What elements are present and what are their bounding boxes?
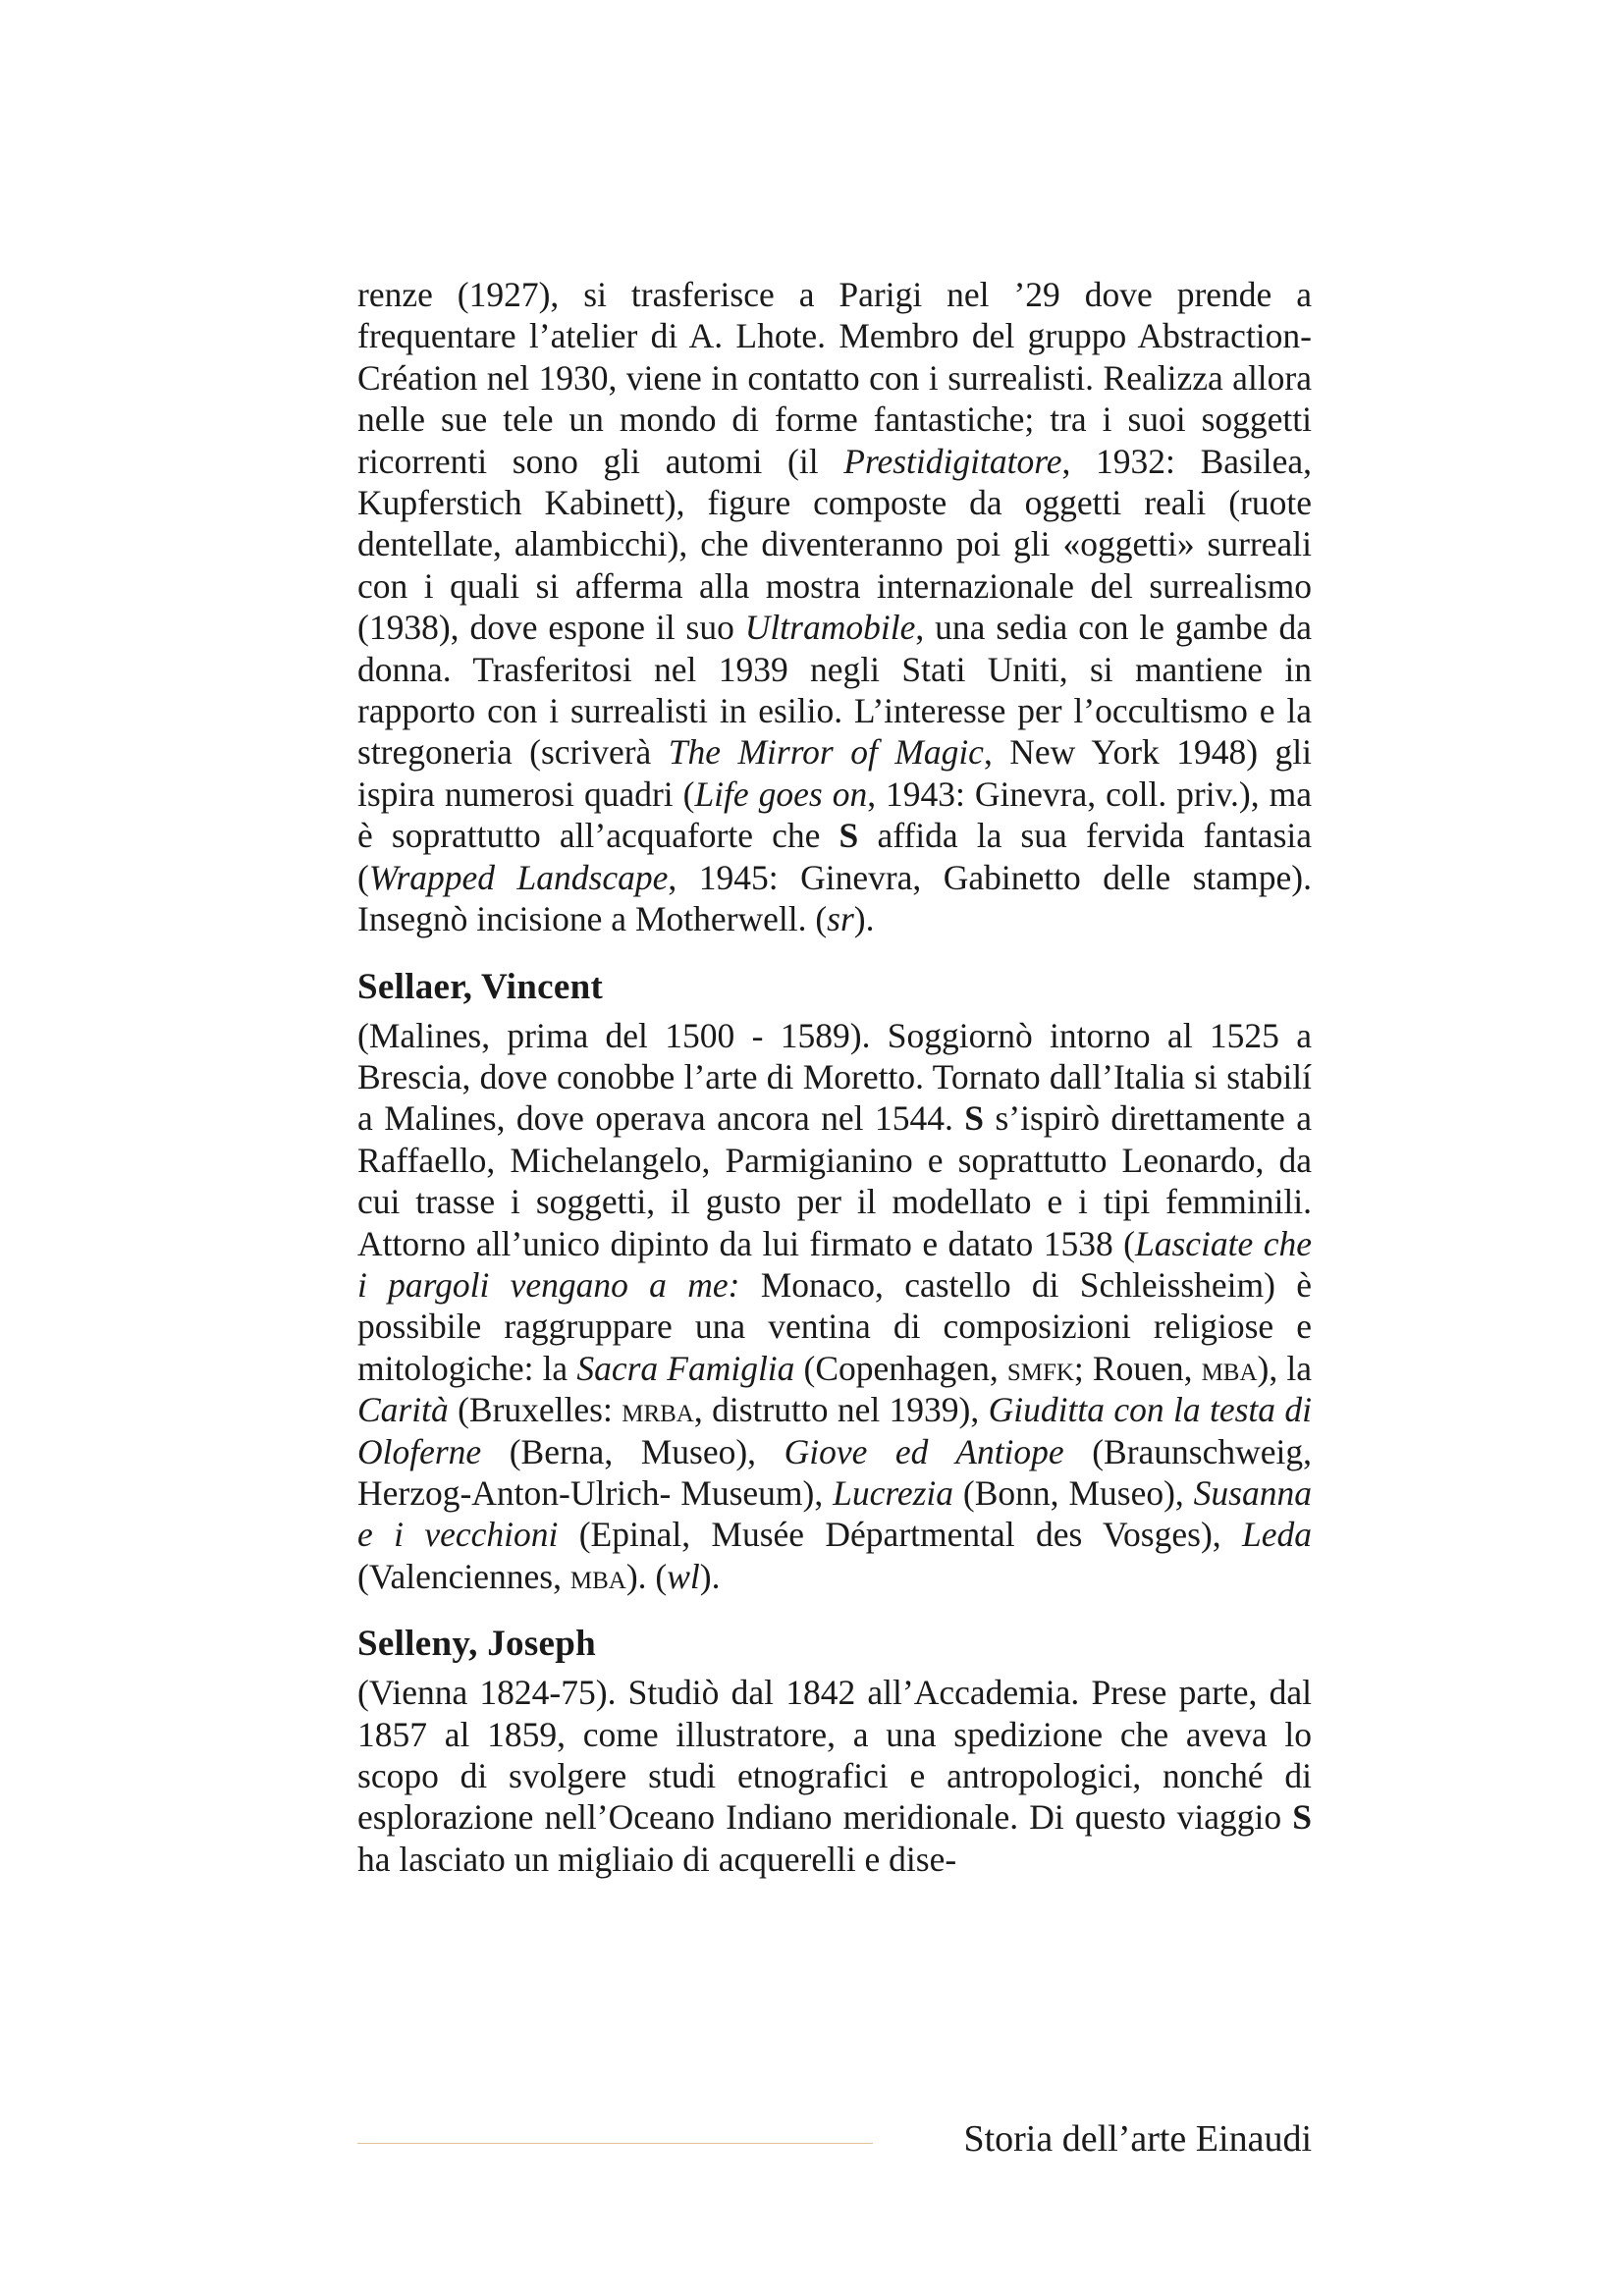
- text-run: (Bruxelles:: [448, 1390, 622, 1430]
- small-caps-abbr: mba: [569, 1556, 626, 1596]
- text-run: , 1932: Basilea, Kupferstich Kabinett), figure composte da oggetti reali (ruote dentellate, alambicchi), che diventeranno poi gli «oggetti» surreali con i quali si afferma alla mostra internazionale del surrealismo (1938), dove espone il suo: [357, 441, 1312, 648]
- text-run: (Vienna 1824-75). Studiò dal 1842 all’Accademia. Prese parte, dal 1857 al 1859, come illustratore, a una spedizione che aveva lo scopo di svolgere studi etnografici e antropologici, nonché di esplorazione nell’Oceano Indiano meridionale. Di questo viaggio: [357, 1673, 1312, 1838]
- bold-text: S: [839, 816, 859, 856]
- entry-heading: Sellaer, Vincent: [357, 966, 604, 1007]
- italic-text: Carità: [357, 1390, 449, 1430]
- entry-sellaer-vincent: [357, 966, 1312, 1598]
- entry-continuation-body: [357, 274, 1312, 940]
- footer-rule: [357, 2143, 873, 2144]
- italic-text: Susanna e i vecchioni: [357, 1472, 1312, 1555]
- entry-body: [357, 1015, 1312, 1598]
- text-run: , New York 1948) gli ispira numerosi quadri (: [357, 732, 1312, 814]
- italic-text: Sacra Famiglia: [576, 1348, 795, 1388]
- italic-text: wl: [667, 1556, 700, 1596]
- italic-text: The Mirror of Magic: [668, 732, 984, 773]
- text-column: [357, 274, 1312, 1880]
- footer-title: Storia dell’arte Einaudi: [963, 2118, 1312, 2160]
- text-run: ).: [853, 899, 875, 939]
- text-run: renze (1927), si trasferisce a Parigi nel ’29 dove prende a frequentare l’atelier di A. Lhote. Membro del gruppo Abstraction-Création nel 1930, viene in contatto con i surrealisti. Realizza allora nelle sue tele un mondo di forme fantastiche; tra i suoi soggetti ricorrenti sono gli automi (il: [357, 275, 1312, 481]
- italic-text: Lucrezia: [833, 1472, 954, 1513]
- entry-heading: Selleny, Joseph: [357, 1624, 596, 1665]
- text-run: , una sedia con le gambe da donna. Trasferitosi nel 1939 negli Stati Uniti, si mantiene in rapporto con i surrealisti in esilio. L’interesse per l’occultismo e la stregoneria (scriverà: [357, 608, 1312, 773]
- bold-text: S: [1292, 1797, 1312, 1838]
- italic-text: Giove ed Antiope: [784, 1431, 1064, 1471]
- text-run: ).: [699, 1556, 721, 1596]
- text-run: (Malines, prima del 1500 - 1589). Soggiornò intorno al 1525 a Brescia, dove conobbe l’arte di Moretto. Tornato dall’Italia si stabilí a Malines, dove operava ancora nel 1544.: [357, 1015, 1312, 1139]
- text-run: (Epinal, Musée Départmental des Vosges),: [558, 1515, 1242, 1555]
- small-caps-abbr: mrba: [622, 1390, 694, 1430]
- italic-text: Ultramobile: [744, 608, 916, 648]
- small-caps-abbr: mba: [1201, 1348, 1258, 1388]
- text-run: , 1945: Ginevra, Gabinetto delle stampe). Insegnò incisione a Motherwell. (: [357, 857, 1312, 939]
- bold-text: S: [964, 1098, 985, 1139]
- italic-text: Leda: [1242, 1515, 1312, 1555]
- italic-text: sr: [827, 899, 854, 939]
- italic-text: Prestidigitatore: [843, 441, 1062, 481]
- text-run: affida la sua fervida fantasia (: [357, 816, 1312, 897]
- text-run: ), la: [1257, 1348, 1312, 1388]
- italic-text: Giuditta con la testa di Oloferne: [357, 1390, 1312, 1471]
- text-run: (Valenciennes,: [357, 1556, 570, 1596]
- italic-text: Wrapped Landscape: [368, 857, 669, 897]
- text-run: (Bonn, Museo),: [953, 1472, 1194, 1513]
- text-run: ha lasciato un migliaio di acquerelli e dise-: [357, 1839, 957, 1879]
- text-run: , 1943: Ginevra, coll. priv.), ma è soprattutto all’acquaforte che: [357, 774, 1312, 856]
- small-caps-abbr: smfk: [1006, 1348, 1074, 1388]
- entry-body: [357, 1672, 1312, 1880]
- text-run: ; Rouen,: [1073, 1348, 1202, 1388]
- text-run: (Braunschweig, Herzog-Anton-Ulrich- Museum),: [357, 1431, 1312, 1513]
- text-run: , distrutto nel 1939),: [693, 1390, 989, 1430]
- italic-text: Lasciate che i pargoli vengano a me:: [357, 1223, 1312, 1305]
- text-run: s’ispirò direttamente a Raffaello, Michelangelo, Parmigianino e soprattutto Leonardo, da cui trasse i soggetti, il gusto per il modellato e i tipi femminili. Attorno all’unico dipinto da lui firmato e datato 1538 (: [357, 1098, 1313, 1263]
- page-footer: [357, 2111, 1312, 2166]
- text-run: (Berna, Museo),: [481, 1431, 784, 1471]
- text-run: ). (: [625, 1556, 668, 1596]
- entry-selleny-joseph: [357, 1623, 1312, 1880]
- text-run: (Copenhagen,: [794, 1348, 1007, 1388]
- italic-text: Life goes on: [694, 774, 868, 814]
- text-run: Monaco, castello di Schleissheim) è possibile raggruppare una ventina di composizioni religiose e mitologiche: la: [357, 1264, 1312, 1388]
